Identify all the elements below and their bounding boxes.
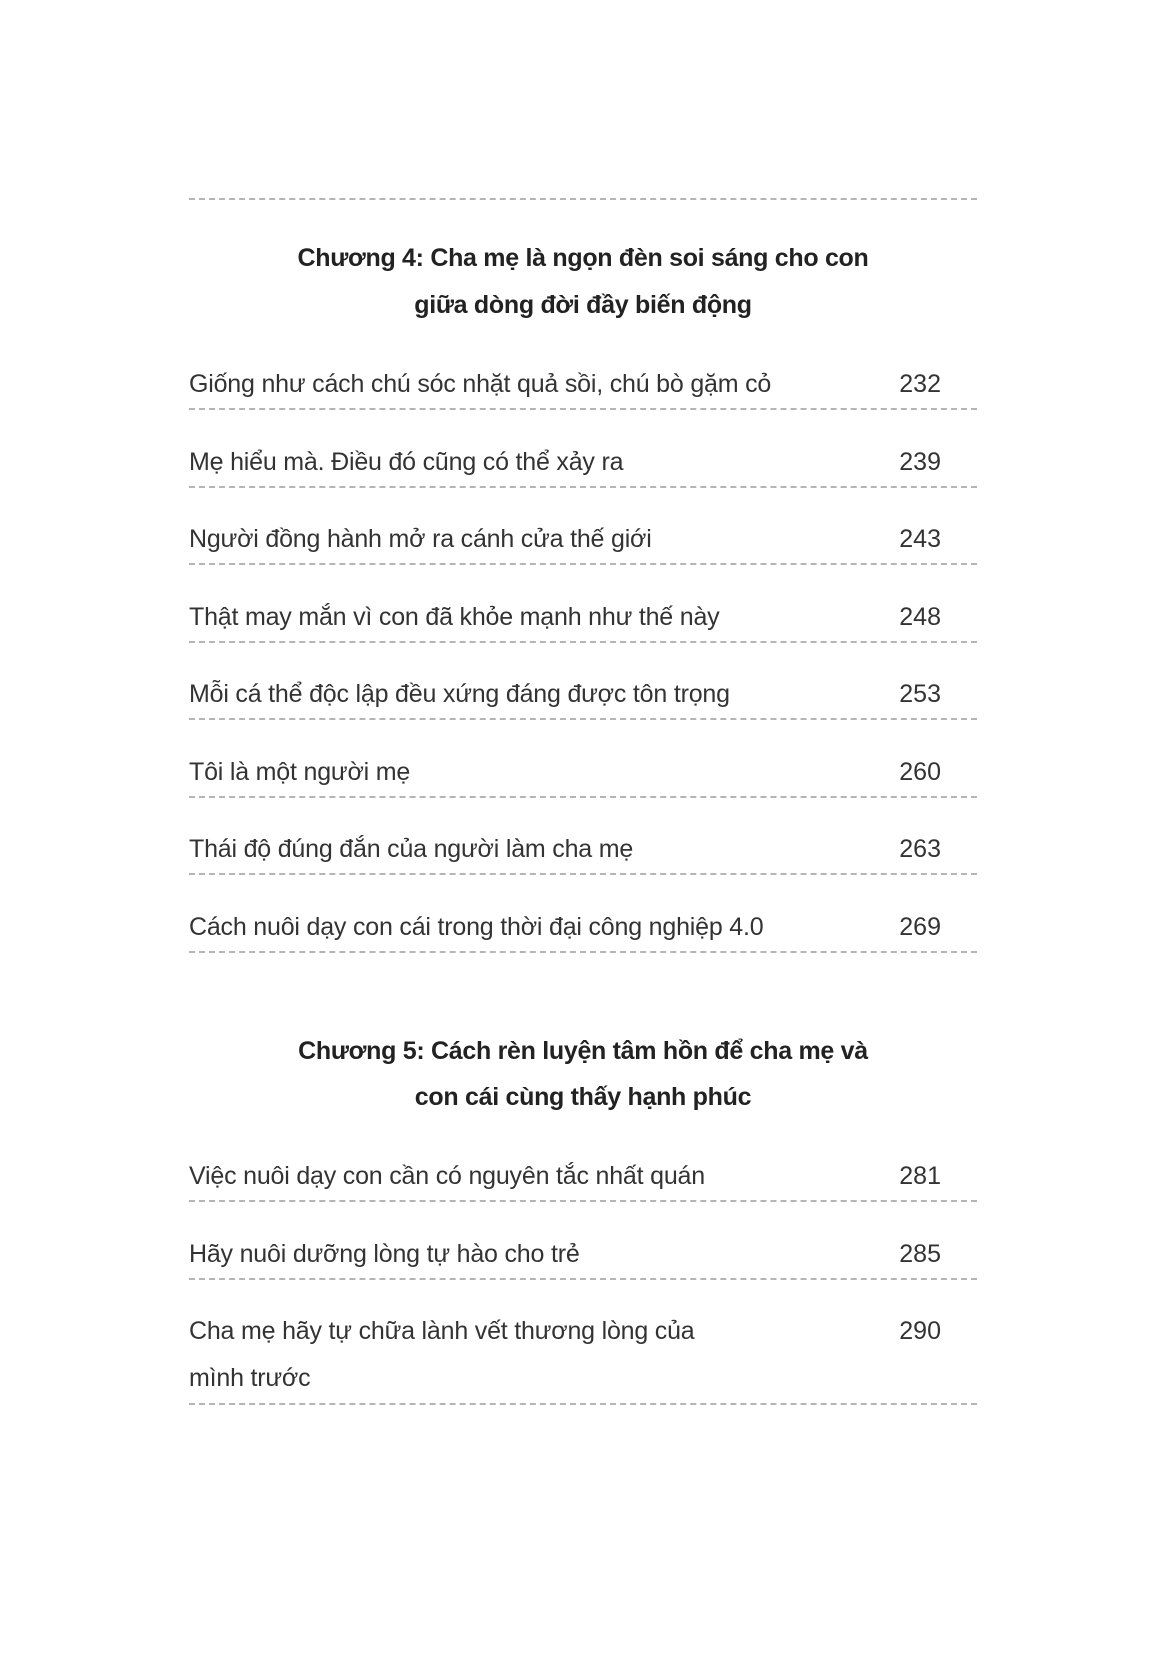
dotted-divider [189,408,977,410]
dotted-divider [189,641,977,643]
dotted-divider [189,873,977,875]
dotted-divider [189,718,977,720]
dotted-divider [189,1278,977,1280]
toc-entry-title-continued: mình trước [189,1364,311,1392]
toc-entry-title: Tôi là một người mẹ [189,757,411,786]
top-divider [189,198,977,200]
dotted-divider [189,486,977,488]
toc-entry-page-number: 232 [899,370,941,398]
chapter-5-title-line-1: Chương 5: Cách rèn luyện tâm hồn để cha mẹ và [298,1037,868,1065]
dotted-divider [189,951,977,953]
toc-entry-title: Giống như cách chú sóc nhặt quả sồi, chú bò gặm cỏ [189,370,772,398]
toc-entry-page-number: 253 [899,680,941,708]
toc-entry-title: Mẹ hiểu mà. Điều đó cũng có thể xảy ra [189,447,624,476]
dotted-divider [189,1403,977,1405]
toc-entry-page-number: 263 [899,835,941,863]
toc-entry-title: Thật may mắn vì con đã khỏe mạnh như thế này [189,602,720,631]
toc-entry-page-number: 269 [899,912,941,941]
dotted-divider [189,796,977,798]
toc-entry-title: Mỗi cá thể độc lập đều xứng đáng được tôn trọng [189,680,730,708]
toc-entry-page-number: 239 [899,447,941,476]
toc-entry-page-number: 243 [899,525,941,553]
chapter-4-title-line-1: Chương 4: Cha mẹ là ngọn đèn soi sáng cho con [297,244,869,272]
toc-entry-page-number: 285 [899,1239,941,1268]
toc-entry-title: Cha mẹ hãy tự chữa lành vết thương lòng của [189,1317,695,1345]
toc-entry-page-number: 281 [899,1162,941,1190]
chapter-5-title-line-2: con cái cùng thấy hạnh phúc [414,1083,752,1111]
toc-entry-page-number: 290 [899,1317,941,1345]
dotted-divider [189,563,977,565]
toc-entry-title: Việc nuôi dạy con cần có nguyên tắc nhất quán [189,1162,705,1190]
toc-entry-title: Người đồng hành mở ra cánh cửa thế giới [189,525,652,553]
chapter-4-title-line-2: giữa dòng đời đầy biến động [414,291,752,319]
toc-entry-title: Hãy nuôi dưỡng lòng tự hào cho trẻ [189,1239,580,1268]
toc-entry-title: Cách nuôi dạy con cái trong thời đại công nghiệp 4.0 [189,912,764,941]
toc-entry-page-number: 248 [899,602,941,631]
toc-entry-page-number: 260 [899,757,941,786]
toc-entry-title: Thái độ đúng đắn của người làm cha mẹ [189,835,634,863]
dotted-divider [189,1200,977,1202]
